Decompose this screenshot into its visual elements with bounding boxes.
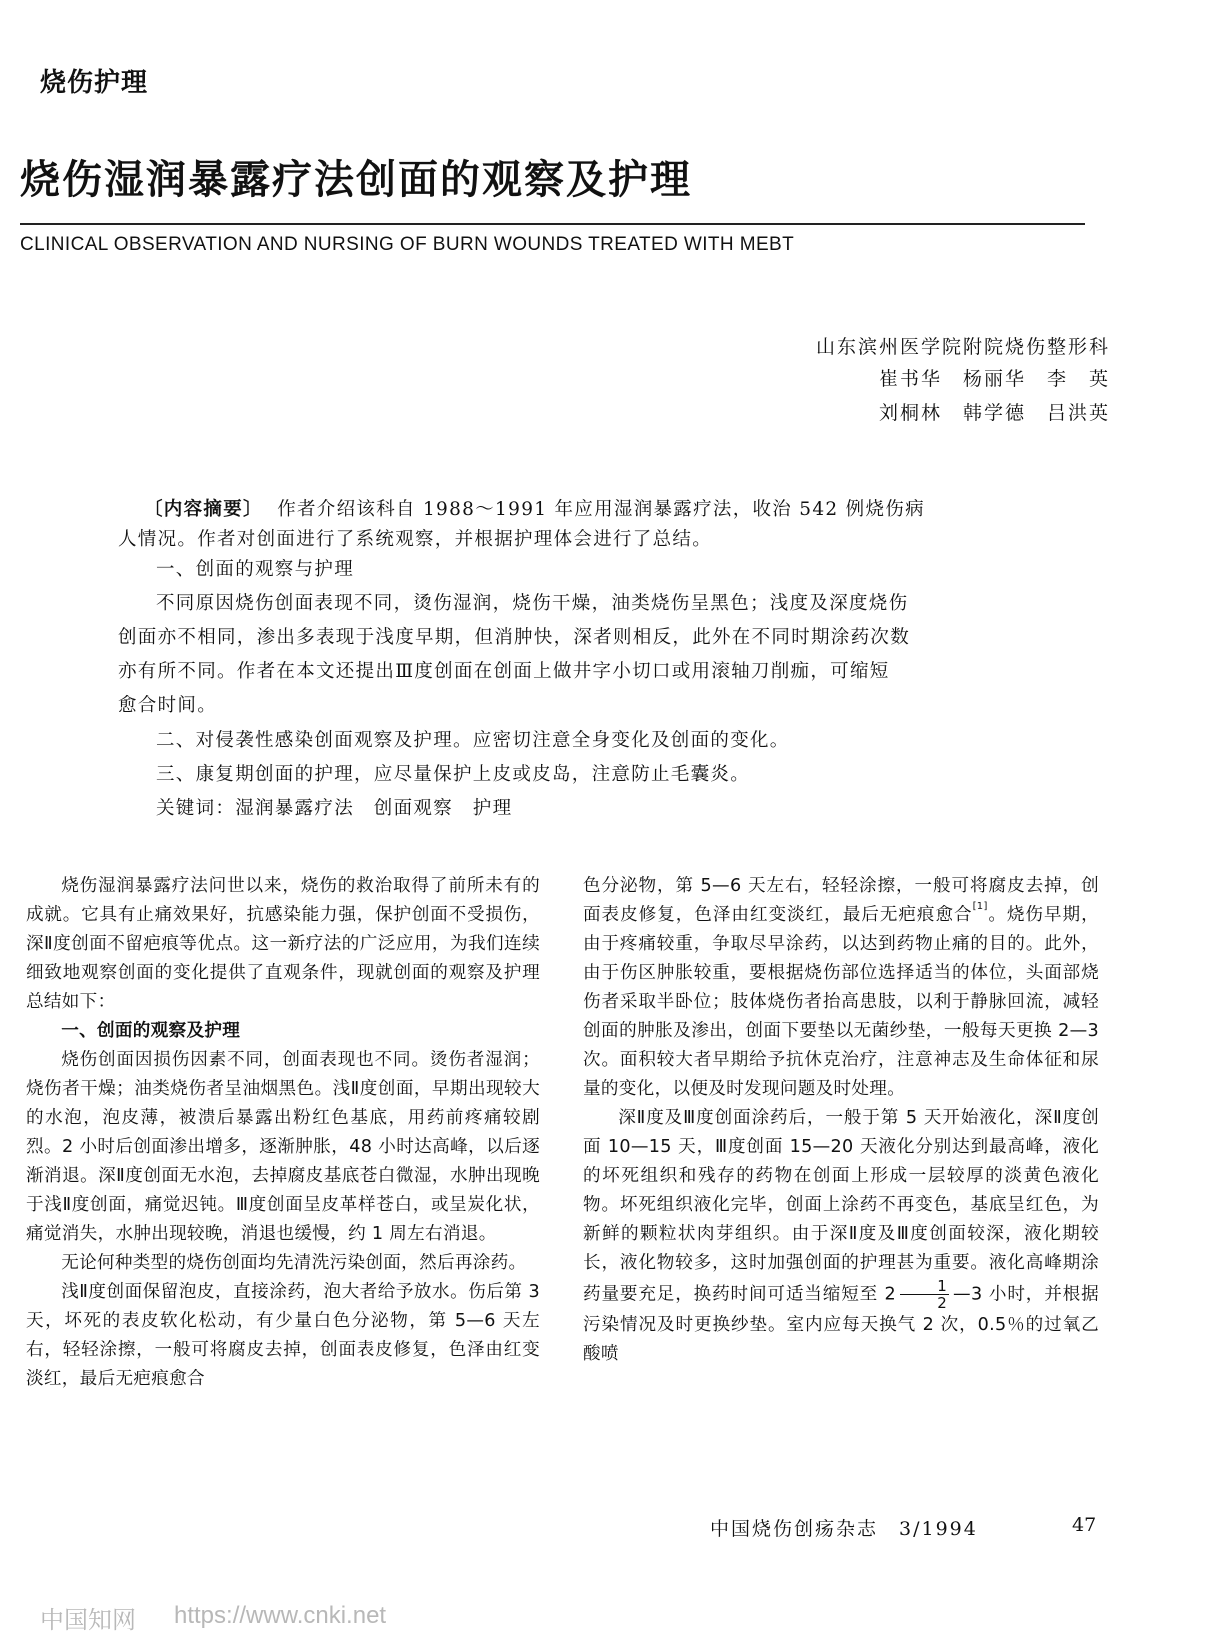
body-paragraph: 无论何种类型的烧伤创面均先清洗污染创面，然后再涂药。 xyxy=(61,1253,527,1273)
abstract-line-3: 一、创面的观察与护理 xyxy=(156,559,355,580)
page-number: 47 xyxy=(1072,1514,1097,1536)
fraction-denominator: 2 xyxy=(937,1294,948,1312)
body-paragraph xyxy=(583,1104,1099,1369)
title-rule xyxy=(20,223,1085,225)
abstract-line-1 xyxy=(118,495,1013,521)
body-paragraph: 烧伤湿润暴露疗法问世以来，烧伤的救治取得了前所未有的成就。它具有止痛效果好，抗感染能力强，保护创面不受损伤，深Ⅱ度创面不留疤痕等优点。这一新疗法的广泛应用，为我们连续细致地观察创面的变化提供了直观条件，现就创面的观察及护理总结如下： xyxy=(26,876,540,1012)
body-paragraph xyxy=(26,1278,540,1389)
section-heading: 一、创面的观察及护理 xyxy=(61,1021,241,1041)
body-left-column xyxy=(26,872,540,1389)
watermark-url: https://www.cnki.net xyxy=(174,1602,387,1629)
fraction xyxy=(900,1278,949,1311)
abstract-line-4: 不同原因烧伤创面表现不同，烫伤湿润，烧伤干燥，油类烧伤呈黑色；浅度及深度烧伤 xyxy=(156,593,909,614)
fraction-numerator: 1 xyxy=(900,1278,949,1295)
section-label: 烧伤护理 xyxy=(40,68,149,98)
abstract-line-9: 三、康复期创面的护理，应尽量保护上皮或皮岛，注意防止毛囊炎。 xyxy=(156,764,751,785)
abstract-text: 作者介绍该科自 1988～1991 年应用湿润暴露疗法，收治 542 例烧伤病 xyxy=(277,499,925,520)
abstract-line-7: 愈合时间。 xyxy=(118,695,218,716)
article-title: 烧伤湿润暴露疗法创面的观察及护理 xyxy=(20,157,692,203)
body-paragraph-continued xyxy=(583,872,1099,1104)
abstract-line-6: 亦有所不同。作者在本文还提出Ⅲ度创面在创面上做井字小切口或用滚轴刀削痂，可缩短 xyxy=(118,661,890,682)
watermark-brand: 中国知网 xyxy=(40,1606,136,1634)
keywords: 关键词：湿润暴露疗法 创面观察 护理 xyxy=(156,798,513,819)
body-paragraph: 烧伤创面因损伤因素不同，创面表现也不同。烫伤者湿润；烧伤者干燥；油类烧伤者呈油烟黑色。浅Ⅱ度创面，早期出现较大的水泡，泡皮薄，被溃后暴露出粉红色基底，用药前疼痛较剧烈。2 小时后创面渗出增多，逐渐肿胀，48 小时达高峰，以后逐渐消退。深Ⅱ度创面无水泡，去掉腐皮基底苍白微湿，水肿出现晚于浅Ⅱ度创面，痛觉迟钝。Ⅲ度创面呈皮革样苍白，或呈炭化状，痛觉消失，水肿出现较晚，消退也缓慢，约 1 周左右消退。 xyxy=(26,1050,540,1244)
abstract-line-2: 人情况。作者对创面进行了系统观察，并根据护理体会进行了总结。 xyxy=(118,529,713,550)
paragraph-text: 色分泌物，第 5—6 天左右，轻轻涂擦，一般可将腐皮去掉，创面表皮修复，色泽由红变淡红，最后无疤痕愈合 xyxy=(583,876,1099,925)
paragraph-text: 。烧伤早期，由于疼痛较重，争取尽早涂药，以达到药物止痛的目的。此外，由于伤区肿胀较重，要根据烧伤部位选择适当的体位，头面部烧伤者采取半卧位；肢体烧伤者抬高患肢，以利于静脉回流，减轻创面的肿胀及渗出，创面下要垫以无菌纱垫，一般每天更换 2—3 次。面积较大者早期给予抗休克治疗，注意神志及生命体征和尿量的变化，以便及时发现问题及时处理。 xyxy=(583,905,1099,1099)
authors-line-2: 刘桐林 韩学德 吕洪英 xyxy=(878,402,1110,424)
journal-footer: 中国烧伤创疡杂志 3/1994 xyxy=(710,1518,978,1540)
paragraph-text: 深Ⅱ度及Ⅲ度创面涂药后，一般于第 5 天开始液化，深Ⅱ度创面 10—15 天，Ⅲ度创面 15—20 天液化分别达到最高峰，液化的坏死组织和残存的药物在创面上形成一层较厚的淡黄色液化物。坏死组织液化完毕，创面上涂药不再变色，基底呈红色，为新鲜的颗粒状肉芽组织。由于深Ⅱ度及Ⅲ度创面较深，液化期较长，液化物较多，这时加强创面的护理甚为重要。液化高峰期涂药量要充足，换药时间可适当缩短至 2 xyxy=(583,1108,1099,1305)
authors-line-1: 崔书华 杨丽华 李 英 xyxy=(878,368,1110,390)
abstract-line-8: 二、对侵袭性感染创面观察及护理。应密切注意全身变化及创面的变化。 xyxy=(156,730,790,751)
citation-ref: [1] xyxy=(972,901,988,912)
body-right-column xyxy=(583,872,1099,1369)
affiliation: 山东滨州医学院附院烧伤整形科 xyxy=(815,336,1110,358)
paragraph-text: 浅Ⅱ度创面保留泡皮，直接涂药，泡大者给予放水。伤后第 3 天，坏死的表皮软化松动，有少量白色分泌物，第 5—6 天左右，轻轻涂擦，一般可将腐皮去掉，创面表皮修复，色泽由红变淡红，最后无疤痕愈合 xyxy=(26,1282,540,1389)
abstract-line-5: 创面亦不相同，渗出多表现于浅度早期，但消肿快，深者则相反，此外在不同时期涂药次数 xyxy=(118,627,911,648)
paragraph-text: —3 小时，并根据污染情况及时更换纱垫。室内应每天换气 2 次，0.5％的过氧乙酸喷 xyxy=(583,1284,1099,1364)
abstract-label: 〔内容摘要〕 xyxy=(144,499,263,520)
article-title-english: CLINICAL OBSERVATION AND NURSING OF BURN WOUNDS TREATED WITH MEBT xyxy=(20,234,795,255)
